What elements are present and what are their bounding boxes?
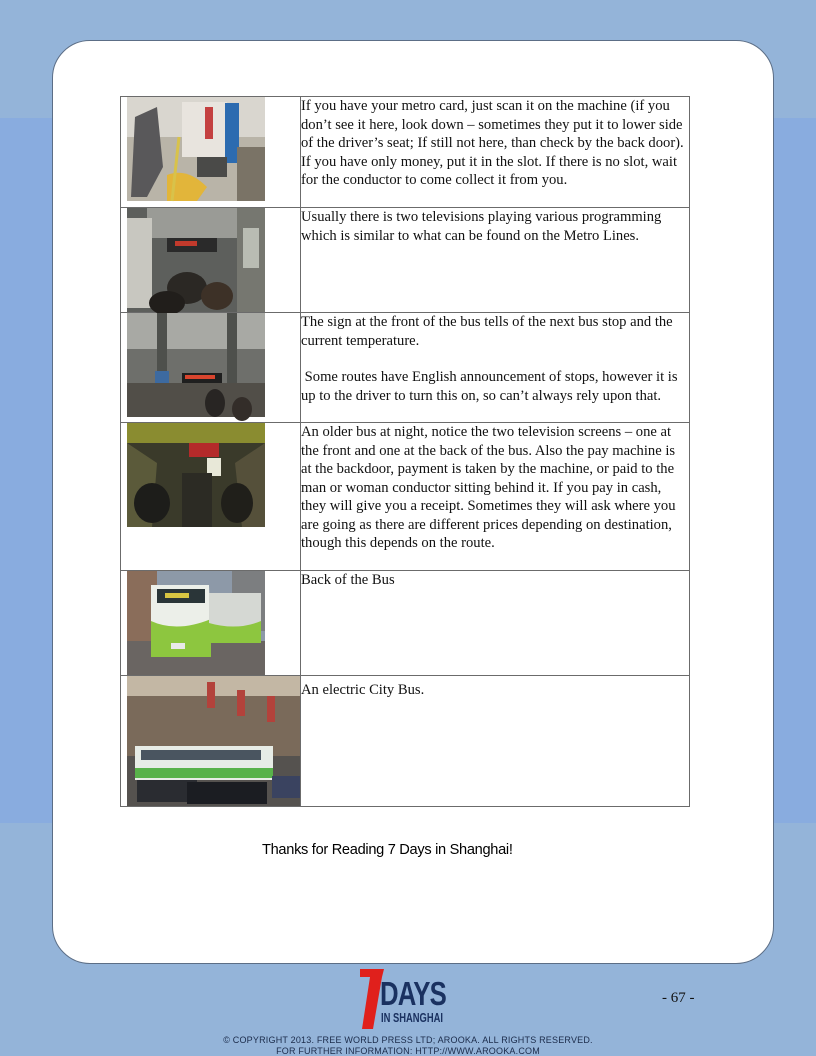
- page-number: - 67 -: [662, 990, 695, 1006]
- row-paragraph: If you have your metro card, just scan it on the machine (if you don’t see it here, look down – sometimes they put it to lower side of the driver’s seat; If still not here, than check by the back door).: [301, 98, 684, 151]
- table-row: [121, 571, 690, 676]
- logo-days-text: DAYS: [380, 975, 446, 1012]
- guide-table: [120, 96, 690, 807]
- bus-interior-televisions-photo: [127, 208, 265, 312]
- row-text: [301, 208, 690, 313]
- logo-subtitle-text: IN SHANGHAI: [381, 1010, 443, 1025]
- older-bus-night-photo: [127, 423, 265, 527]
- paragraph-gap: [301, 350, 689, 368]
- row-text: [301, 423, 690, 571]
- row-paragraph: If you have only money, put it in the slot. If there is no slot, wait for the conductor to come collect it from you.: [301, 153, 677, 188]
- row-paragraph: Back of the Bus: [301, 572, 395, 588]
- back-of-bus-photo: [127, 571, 265, 675]
- bus-front-sign-photo: [127, 313, 265, 417]
- row-text: [301, 571, 690, 676]
- seven-days-in-shanghai-logo: [358, 967, 458, 1037]
- row-text: [301, 676, 690, 807]
- info-link-text: FOR FURTHER INFORMATION: HTTP://WWW.AROOKA.COM: [276, 1046, 540, 1056]
- bus-pay-machine-photo: [127, 97, 265, 201]
- row-text: [301, 97, 690, 208]
- copyright-text: © COPYRIGHT 2013. FREE WORLD PRESS LTD; AROOKA. ALL RIGHTS RESERVED.: [223, 1035, 593, 1045]
- row-text: [301, 313, 690, 423]
- row-paragraph: Some routes have English announcement of stops, however it is up to the driver to turn this on, so can’t always rely upon that.: [301, 369, 682, 404]
- closing-text: Thanks for Reading 7 Days in Shanghai!: [262, 842, 513, 858]
- table-row: [121, 97, 690, 208]
- electric-city-bus-photo: [127, 676, 300, 806]
- table-row: [121, 208, 690, 313]
- table-row: [121, 313, 690, 423]
- row-paragraph: The sign at the front of the bus tells of the next bus stop and the current temperature.: [301, 314, 673, 349]
- table-row: [121, 423, 690, 571]
- table-row: [121, 676, 690, 807]
- row-paragraph: An electric City Bus.: [301, 682, 425, 698]
- row-paragraph: An older bus at night, notice the two television screens – one at the front and one at the back of the bus. Also the pay machine is at the backdoor, payment is taken by the machine, or paid to the man or woman conductor sitting behind it. If you pay in cash, they will give you a receipt. Sometimes they will ask where you are going as there are different prices depending on destination, though this depends on the route.: [301, 424, 676, 551]
- row-paragraph: Usually there is two televisions playing various programming which is similar to what can be found on the Metro Lines.: [301, 209, 662, 244]
